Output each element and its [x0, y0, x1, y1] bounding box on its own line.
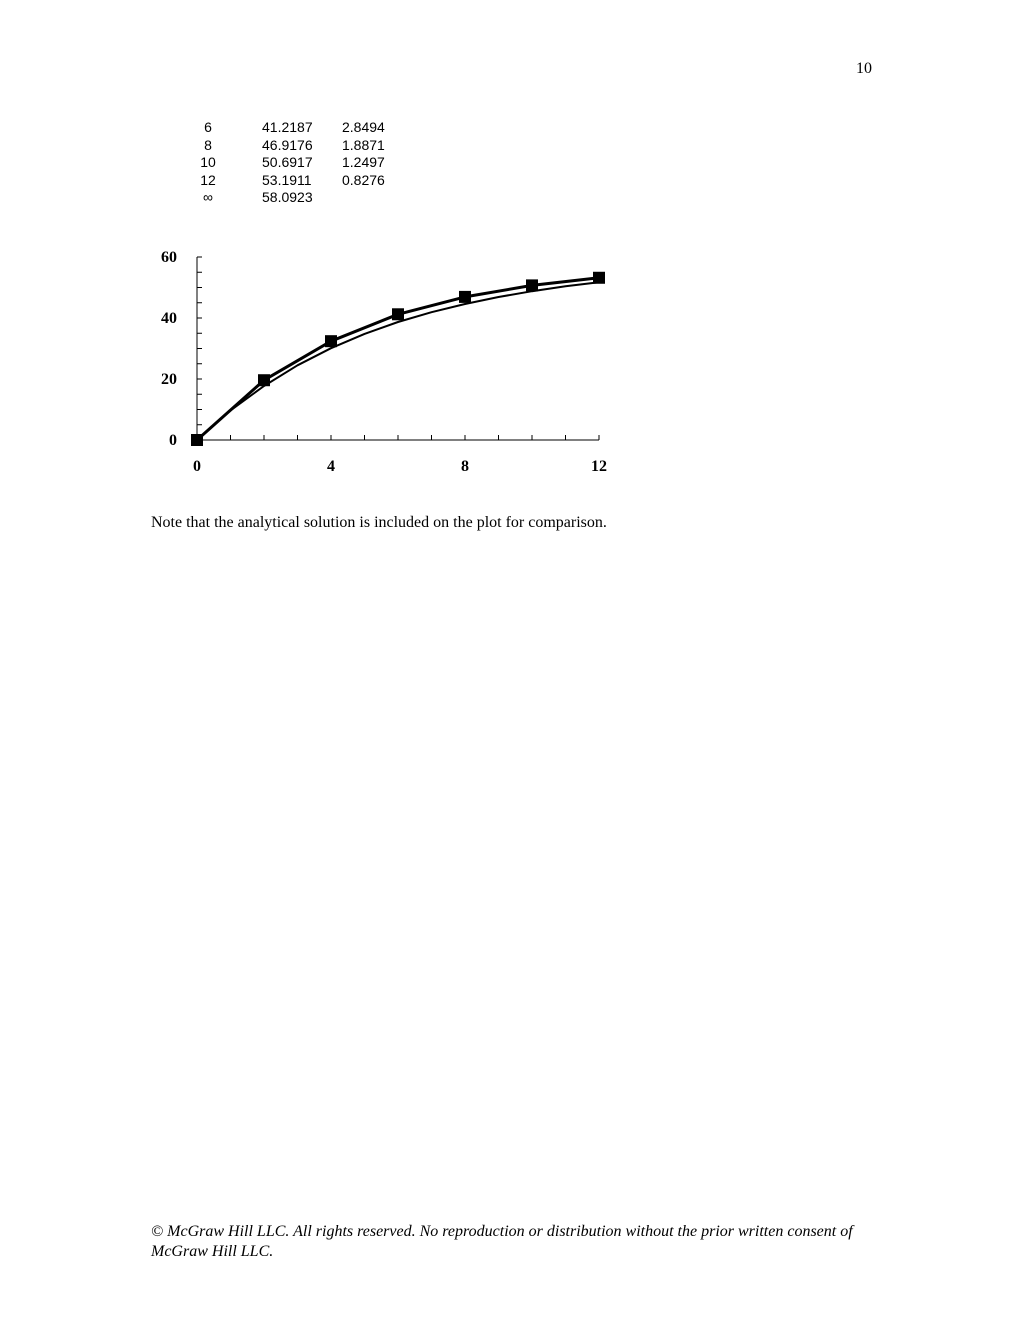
table-row: [178, 172, 412, 190]
value-cell: 50.6917: [262, 154, 313, 170]
line-chart: [145, 240, 625, 490]
analytical-series-line: [197, 282, 599, 440]
value-cell: 53.1911: [262, 171, 312, 188]
time-cell: ∞: [203, 189, 213, 205]
numerical-data-point: [392, 308, 404, 320]
x-tick-label: 4: [327, 458, 335, 475]
numerical-data-point: [258, 374, 270, 386]
value-cell: 41.2187: [262, 119, 313, 135]
value-cell: 46.9176: [262, 136, 313, 153]
x-tick-label: 8: [461, 458, 469, 475]
numerical-data-point: [191, 434, 203, 446]
note-text: Note that the analytical solution is included on the plot for comparison.: [151, 514, 607, 531]
table-row: [178, 137, 412, 155]
page-number: 10: [856, 60, 872, 77]
numerical-data-point: [325, 335, 337, 347]
time-cell: 12: [200, 171, 216, 188]
delta-cell: 0.8276: [342, 171, 385, 188]
y-tick-label: 0: [169, 432, 177, 449]
table-row: [178, 154, 412, 172]
numerical-series-line: [197, 278, 599, 440]
copyright-footer: © McGraw Hill LLC. All rights reserved. No reproduction or distribution without the prior written consent of McGraw Hill LLC.: [151, 1223, 853, 1260]
x-tick-label: 0: [193, 458, 201, 475]
time-cell: 8: [204, 136, 212, 153]
delta-cell: 1.2497: [342, 154, 385, 170]
table-row: [178, 119, 412, 137]
numerical-data-point: [459, 291, 471, 303]
data-table: [178, 119, 412, 207]
delta-cell: 1.8871: [342, 136, 385, 153]
y-tick-label: 40: [161, 310, 177, 327]
time-cell: 6: [204, 119, 212, 135]
x-tick-label: 12: [591, 458, 607, 475]
numerical-data-point: [526, 279, 538, 291]
time-cell: 10: [200, 154, 216, 170]
value-cell: 58.0923: [262, 189, 313, 205]
y-tick-label: 20: [161, 371, 177, 388]
y-tick-label: 60: [161, 249, 177, 266]
delta-cell: 2.8494: [342, 119, 385, 135]
numerical-data-point: [593, 272, 605, 284]
delta-cell: [342, 189, 412, 207]
table-row: [178, 189, 412, 207]
